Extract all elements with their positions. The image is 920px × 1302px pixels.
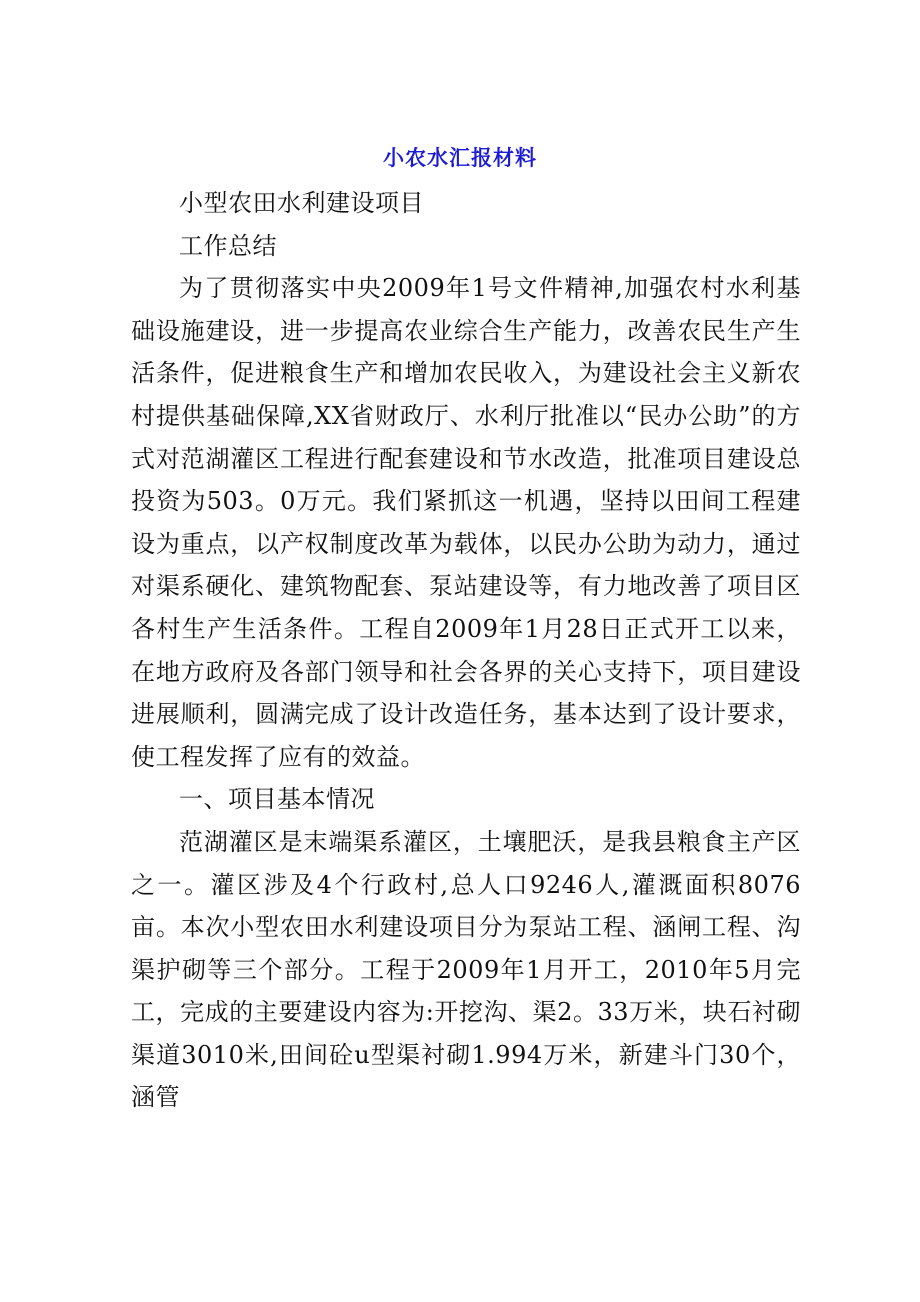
subtitle-line-1: 小型农田水利建设项目 xyxy=(179,189,424,217)
section-heading: 一、项目基本情况 xyxy=(179,785,375,814)
document-body xyxy=(131,182,801,1119)
document-title: 小农水汇报材料 xyxy=(383,146,537,170)
body-paragraph: 为了贯彻落实中央2009年1号文件精神,加强农村水利基础设施建设，进一步提高农业综合生产能力，改善农民生产生活条件，促进粮食生产和增加农民收入，为建设社会主义新农村提供基础保障,XX省财政厅、水利厅批准以“民办公助”的方式对范湖灌区工程进行配套建设和节水改造，批准项目建设总投资为503。0万元。我们紧抓这一机遇，坚持以田间工程建设为重点，以产权制度改革为载体，以民办公助为动力，通过对渠系硬化、建筑物配套、泵站建设等，有力地改善了项目区各村生产生活条件。工程自2009年1月28日正式开工以来，在地方政府及各部门领导和社会各界的关心支持下，项目建设进展顺利，圆满完成了设计改造任务，基本达到了设计要求，使工程发挥了应有的效益。 xyxy=(131,274,801,771)
subtitle-line-2: 工作总结 xyxy=(179,231,277,260)
body-paragraph: 范湖灌区是末端渠系灌区，土壤肥沃，是我县粮食主产区之一。灌区涉及4个行政村,总人口9246人,灌溉面积8076亩。本次小型农田水利建设项目分为泵站工程、涵闸工程、沟渠护砌等三个部分。工程于2009年1月开工，2010年5月完工，完成的主要建设内容为:开挖沟、渠2。33万米，块石衬砌渠道3010米,田间砼u型渠衬砌1.994万米，新建斗门30个，涵管 xyxy=(131,827,801,1112)
